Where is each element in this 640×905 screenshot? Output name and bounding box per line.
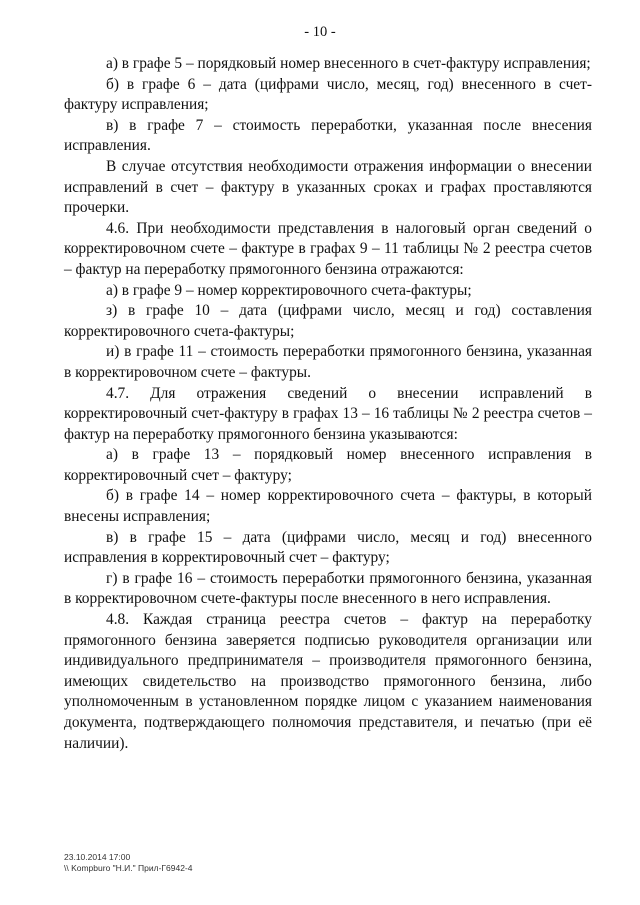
paragraph: 4.8. Каждая страница реестра счетов – фактур на переработку прямогонного бензина заверяется подписью руководителя организации или индивидуального предпринимателя – производителя прямогонного бензина, имеющих свидетельство на производство прямогонного бензина, либо уполномоченным в установленном порядке лицом с указанием наименования документа, подтверждающего полномочия представителя, и печатью (при её наличии). — [64, 611, 592, 752]
paragraph: а) в графе 9 – номер корректировочного счета-фактуры; — [106, 281, 472, 299]
paragraph: г) в графе 16 – стоимость переработки прямогонного бензина, указанная в корректировочном счете-фактуры после внесенного в него исправления. — [64, 569, 592, 608]
page-number: - 10 - — [304, 24, 336, 40]
paragraph: и) в графе 11 – стоимость переработки прямогонного бензина, указанная в корректировочном счете – фактуры. — [64, 343, 592, 381]
paragraph: в) в графе 15 – дата (цифрами число, месяц и год) внесенного исправления в корректировочный счет – фактуру; — [64, 528, 592, 567]
paragraph: 4.7. Для отражения сведений о внесении исправлений в корректировочный счет-фактуру в графах 13 – 16 таблицы № 2 реестра счетов – фактур на переработку прямогонного бензина указываются: — [64, 384, 592, 443]
paragraph: з) в графе 10 – дата (цифрами число, месяц и год) составления корректировочного счета-фактуры; — [64, 302, 592, 340]
paragraph: в) в графе 7 – стоимость переработки, указанная после внесения исправления. — [64, 116, 592, 155]
paragraph: б) в графе 14 – номер корректировочного счета – фактуры, в который внесены исправления; — [64, 487, 592, 526]
document-body — [64, 54, 592, 754]
paragraph: а) в графе 13 – порядковый номер внесенного исправления в корректировочный счет – фактуру; — [64, 446, 592, 484]
print-footer — [64, 852, 192, 874]
print-timestamp: 23.10.2014 17:00 — [64, 852, 131, 862]
paragraph: 4.6. При необходимости представления в налоговый орган сведений о корректировочном счете – фактуре в графах 9 – 11 таблицы № 2 реестра счетов – фактур на переработку прямогонного бензина отражаются: — [64, 219, 592, 278]
paragraph: а) в графе 5 – порядковый номер внесенного в счет-фактуру исправления; — [106, 55, 591, 72]
print-file-path: \\ Kompburo "Н.И." Прил-Г6942-4 — [64, 863, 193, 873]
paragraph: б) в графе 6 – дата (цифрами число, месяц, год) внесенного в счет-фактуру исправления; — [64, 75, 592, 114]
paragraph: В случае отсутствия необходимости отражения информации о внесении исправлений в счет – фактуру в указанных сроках и графах проставляются прочерки. — [64, 157, 592, 217]
